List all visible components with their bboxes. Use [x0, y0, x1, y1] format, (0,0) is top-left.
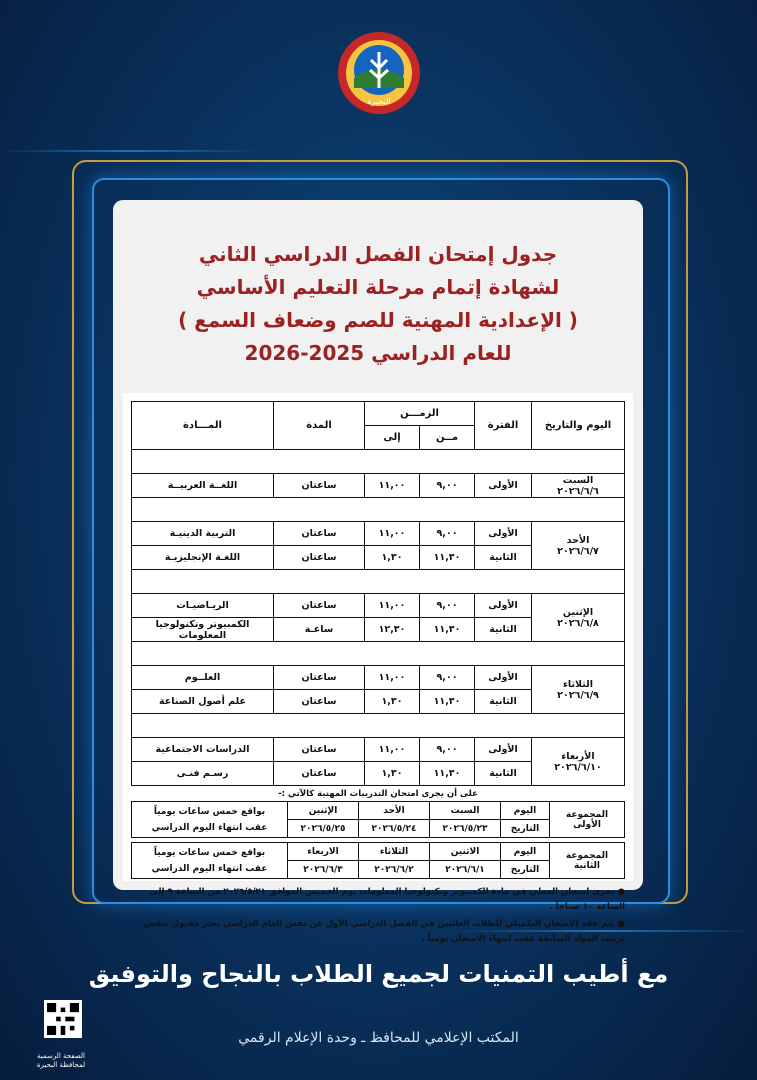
cell-text: ٢٠٢٦/٦/٩	[557, 689, 599, 701]
group-name: المجموعة الثانية	[550, 843, 625, 879]
group-day-label: اليوم	[501, 843, 550, 861]
header-day: اليوم والتاريخ	[532, 402, 625, 450]
to-cell: ١٢,٣٠	[365, 618, 420, 642]
to-cell: ١١,٠٠	[365, 594, 420, 618]
from-cell: ١١,٣٠	[420, 618, 475, 642]
title-line-4: للعام الدراسي 2025-2026	[244, 341, 512, 365]
subject-cell: الكمبيوتر وتكنولوجيا المعلومات	[132, 618, 274, 642]
row-gap	[132, 498, 625, 522]
table-row	[132, 594, 625, 618]
title-line-2: لشهادة إتمام مرحلة التعليم الأساسي	[196, 275, 560, 299]
day-cell	[532, 594, 625, 642]
practical-note: على أن يجرى امتحان التدريبات المهنية كالآتي :-	[278, 789, 478, 799]
period-cell: الأولى	[475, 594, 532, 618]
header-time: الزمـــن	[365, 402, 475, 426]
header-subject: المـــادة	[132, 402, 274, 450]
from-cell: ٩,٠٠	[420, 738, 475, 762]
subject-cell: اللغـة الإنجليزيـة	[132, 546, 274, 570]
group-day: الاربعاء	[288, 843, 359, 861]
from-cell: ٩,٠٠	[420, 522, 475, 546]
footer-wishes: مع أطيب التمنيات لجميع الطلاب بالنجاح والتوفيق	[88, 960, 669, 988]
duration-cell: ساعتان	[274, 522, 365, 546]
cell-text: بواقع خمس ساعات يومياً	[153, 806, 266, 817]
duration-cell: ساعتان	[274, 666, 365, 690]
scanned-document	[123, 393, 633, 944]
group-day: الأحد	[359, 802, 430, 820]
to-cell: ١١,٠٠	[365, 474, 420, 498]
qr-caption: الصفحة الرسمية لمحافظة البحيرة	[36, 1052, 86, 1069]
practical-groups-table	[131, 801, 625, 879]
duration-cell: ساعتان	[274, 474, 365, 498]
period-cell: الثانية	[475, 762, 532, 786]
governorate-logo	[336, 30, 422, 116]
cell-text: بواقع خمس ساعات يومياً	[153, 847, 266, 858]
subject-cell: علم أصول الصناعة	[132, 690, 274, 714]
group-date-label: التاريخ	[501, 861, 550, 879]
group-date: ٢٠٢٦/٥/٢٥	[288, 820, 359, 838]
subject-cell: رسـم فنـى	[132, 762, 274, 786]
cell-text: عقب انتهاء اليوم الدراسي	[151, 863, 268, 874]
duration-cell: ساعتان	[274, 738, 365, 762]
day-cell	[532, 666, 625, 714]
to-cell: ١١,٠٠	[365, 522, 420, 546]
header-from: مــن	[420, 426, 475, 450]
group-date: ٢٠٢٦/٥/٢٣	[430, 820, 501, 838]
period-cell: الثانية	[475, 618, 532, 642]
from-cell: ١١,٣٠	[420, 546, 475, 570]
period-cell: الأولى	[475, 666, 532, 690]
header-period: الفترة	[475, 402, 532, 450]
duration-cell: ساعتان	[274, 594, 365, 618]
logo-caption: البحيرة	[367, 97, 391, 106]
cell-text: الإثنين	[562, 606, 594, 618]
cell-text: الأحد	[566, 534, 590, 546]
period-cell: الأولى	[475, 522, 532, 546]
subject-cell: اللغــة العربيــة	[132, 474, 274, 498]
day-cell	[532, 738, 625, 786]
group-day: الإثنين	[288, 802, 359, 820]
from-cell: ٩,٠٠	[420, 666, 475, 690]
group-day: الاثنين	[430, 843, 501, 861]
title-line-1: جدول إمتحان الفصل الدراسي الثاني	[198, 242, 558, 266]
duration-cell: ساعـة	[274, 618, 365, 642]
cell-text: الأربعاء	[561, 750, 595, 762]
table-row	[132, 474, 625, 498]
cell-text: السبت	[562, 474, 594, 486]
title-block	[113, 238, 643, 370]
to-cell: ١,٣٠	[365, 690, 420, 714]
from-cell: ٩,٠٠	[420, 594, 475, 618]
group-date-label: التاريخ	[501, 820, 550, 838]
to-cell: ١,٣٠	[365, 546, 420, 570]
announcement-card	[113, 200, 643, 944]
note-item: ● يجرى امتحان العملي في مادة الكمبيوتر وتكنولوجيا المعلومات يوم الخميس الموافق ٢٠٢٦/٥/٢١ من الساعة ٩ إلى الساعة ١٠ صباحاً .	[149, 887, 625, 912]
to-cell: ١١,٠٠	[365, 738, 420, 762]
period-cell: الثانية	[475, 546, 532, 570]
subject-cell: الدراسات الاجتماعية	[132, 738, 274, 762]
duration-cell: ساعتان	[274, 546, 365, 570]
row-gap	[132, 450, 625, 474]
group-hours-note	[132, 843, 288, 879]
table-row	[132, 666, 625, 690]
group-day: السبت	[430, 802, 501, 820]
day-cell	[532, 522, 625, 570]
group-hours-note	[132, 802, 288, 838]
day-cell	[532, 474, 625, 498]
subject-cell: العلــوم	[132, 666, 274, 690]
group-row	[132, 843, 625, 861]
from-cell: ١١,٣٠	[420, 690, 475, 714]
cell-text: ٢٠٢٦/٦/٨	[557, 617, 599, 629]
from-cell: ٩,٠٠	[420, 474, 475, 498]
group-row	[132, 802, 625, 820]
group-date: ٢٠٢٦/٦/٢	[359, 861, 430, 879]
group-name: المجموعة الأولى	[550, 802, 625, 838]
decor-line	[0, 150, 260, 152]
subject-cell: التربية الدينيـة	[132, 522, 274, 546]
cell-text: ٢٠٢٦/٦/٧	[557, 545, 599, 557]
subject-cell: الريـاضيـات	[132, 594, 274, 618]
group-date: ٢٠٢٦/٦/١	[430, 861, 501, 879]
table-row	[132, 522, 625, 546]
group-date: ٢٠٢٦/٦/٣	[288, 861, 359, 879]
duration-cell: ساعتان	[274, 762, 365, 786]
group-day-label: اليوم	[501, 802, 550, 820]
period-cell: الأولى	[475, 738, 532, 762]
duration-cell: ساعتان	[274, 690, 365, 714]
header-duration: المدة	[274, 402, 365, 450]
row-gap	[132, 714, 625, 738]
group-day: الثلاثاء	[359, 843, 430, 861]
cell-text: ٢٠٢٦/٦/٦	[557, 485, 599, 497]
table-row	[132, 738, 625, 762]
from-cell: ١١,٣٠	[420, 762, 475, 786]
period-cell: الثانية	[475, 690, 532, 714]
row-gap	[132, 642, 625, 666]
period-cell: الأولى	[475, 474, 532, 498]
exam-schedule-table	[131, 401, 625, 786]
header-to: إلى	[365, 426, 420, 450]
cell-text: ٢٠٢٦/٦/١٠	[554, 761, 602, 773]
cell-text: الثلاثاء	[563, 678, 593, 690]
title-line-3: ( الإعدادية المهنية للصم وضعاف السمع )	[178, 308, 578, 332]
note-item: ● يتم عقد الامتحان التكميلي للطلاب الغائبين في الفصل الدراسي الأول عن نفس العام الدراسي بعذر مقبول بنفس ترتيب المواد السابقة عقب انتهاء الامتحان يومياً .	[143, 919, 625, 944]
cell-text: عقب انتهاء اليوم الدراسي	[151, 822, 268, 833]
to-cell: ١,٣٠	[365, 762, 420, 786]
notes-list	[131, 885, 625, 947]
group-date: ٢٠٢٦/٥/٢٤	[359, 820, 430, 838]
row-gap	[132, 570, 625, 594]
footer-office: المكتب الإعلامي للمحافظ ـ وحدة الإعلام الرقمي	[238, 1030, 519, 1046]
to-cell: ١١,٠٠	[365, 666, 420, 690]
